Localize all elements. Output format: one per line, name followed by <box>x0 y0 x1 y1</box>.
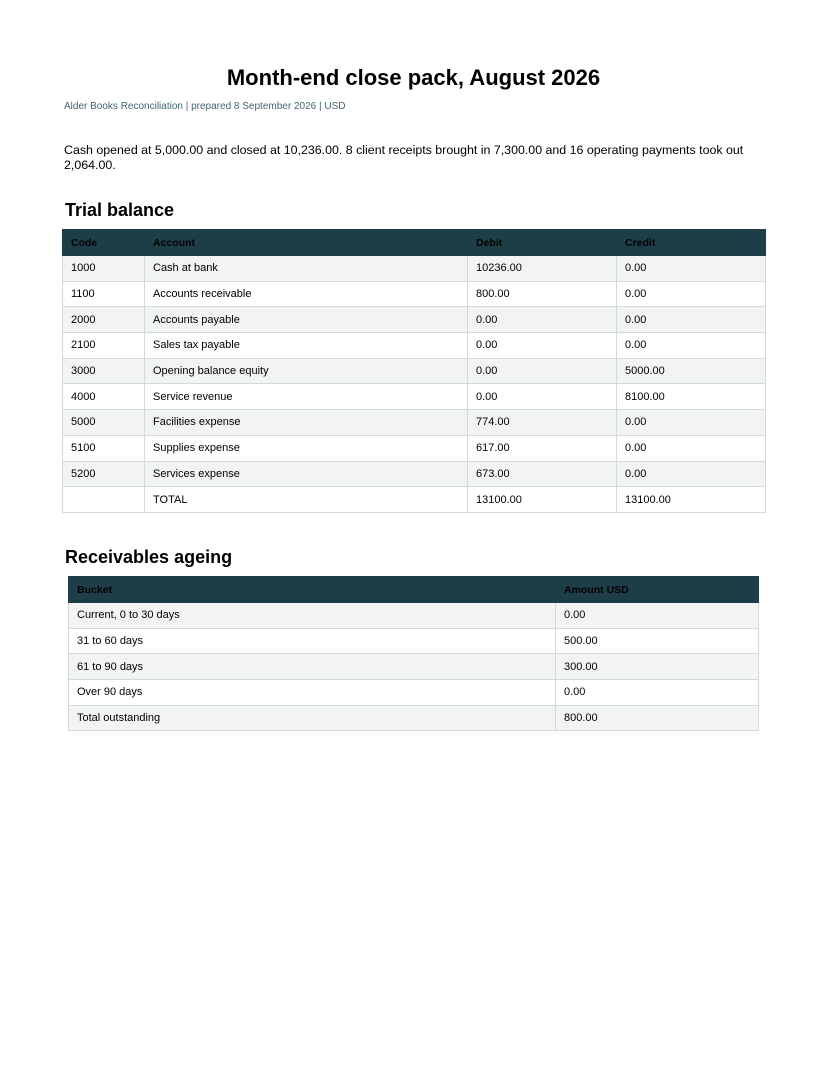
total-row <box>63 487 766 513</box>
cell-code: 1100 <box>63 281 145 307</box>
table-row <box>69 603 759 629</box>
cell-debit: 0.00 <box>468 358 617 384</box>
cell-credit: 5000.00 <box>617 358 766 384</box>
column-header-code: Code <box>63 230 145 256</box>
cell-code: 5200 <box>63 461 145 487</box>
cell-debit: 673.00 <box>468 461 617 487</box>
cell-account: Service revenue <box>145 384 468 410</box>
cell-account: Sales tax payable <box>145 333 468 359</box>
cell-account: Supplies expense <box>145 435 468 461</box>
column-header-credit: Credit <box>617 230 766 256</box>
page-title: Month-end close pack, August 2026 <box>226 65 601 90</box>
cell-account: TOTAL <box>145 487 468 513</box>
table-row <box>63 384 766 410</box>
cell-debit: 774.00 <box>468 410 617 436</box>
cell-account: Accounts payable <box>145 307 468 333</box>
table-row <box>63 358 766 384</box>
cell-debit: 0.00 <box>468 307 617 333</box>
column-header-amount: Amount USD <box>556 577 759 603</box>
table-header-row <box>69 577 759 603</box>
cell-code: 2100 <box>63 333 145 359</box>
cell-bucket: Total outstanding <box>69 705 556 731</box>
receivables-ageing-heading: Receivables ageing <box>65 547 233 567</box>
cell-amount: 0.00 <box>556 680 759 706</box>
trial-balance-heading: Trial balance <box>65 200 175 220</box>
receivables-ageing-table <box>68 576 759 731</box>
cell-debit: 13100.00 <box>468 487 617 513</box>
cell-bucket: 31 to 60 days <box>69 628 556 654</box>
cell-account: Opening balance equity <box>145 358 468 384</box>
cell-code: 5000 <box>63 410 145 436</box>
table-row <box>63 435 766 461</box>
cell-code: 2000 <box>63 307 145 333</box>
cell-credit: 0.00 <box>617 256 766 282</box>
cell-amount: 500.00 <box>556 628 759 654</box>
table-row <box>69 654 759 680</box>
cell-credit: 8100.00 <box>617 384 766 410</box>
cell-code <box>63 487 145 513</box>
table-header-row <box>63 230 766 256</box>
cell-credit: 0.00 <box>617 410 766 436</box>
page-subtitle: Alder Books Reconciliation | prepared 8 September 2026 | USD <box>64 101 346 112</box>
table-row <box>63 410 766 436</box>
cell-account: Facilities expense <box>145 410 468 436</box>
table-row <box>63 461 766 487</box>
cell-debit: 800.00 <box>468 281 617 307</box>
cell-bucket: 61 to 90 days <box>69 654 556 680</box>
cell-amount: 0.00 <box>556 603 759 629</box>
cell-debit: 617.00 <box>468 435 617 461</box>
cell-code: 1000 <box>63 256 145 282</box>
cell-bucket: Current, 0 to 30 days <box>69 603 556 629</box>
cell-credit: 0.00 <box>617 333 766 359</box>
table-row <box>69 680 759 706</box>
summary-paragraph: Cash opened at 5,000.00 and closed at 10,236.00. 8 client receipts brought in 7,300.00 and 16 operating payments took out 2,064.00. <box>64 143 744 172</box>
cell-credit: 0.00 <box>617 461 766 487</box>
column-header-account: Account <box>145 230 468 256</box>
cell-amount: 300.00 <box>556 654 759 680</box>
table-row <box>63 256 766 282</box>
cell-code: 5100 <box>63 435 145 461</box>
trial-balance-table <box>62 229 766 513</box>
cell-credit: 0.00 <box>617 435 766 461</box>
cell-credit: 0.00 <box>617 281 766 307</box>
cell-account: Services expense <box>145 461 468 487</box>
cell-account: Cash at bank <box>145 256 468 282</box>
column-header-debit: Debit <box>468 230 617 256</box>
total-row <box>69 705 759 731</box>
cell-debit: 0.00 <box>468 333 617 359</box>
table-row <box>63 281 766 307</box>
cell-code: 4000 <box>63 384 145 410</box>
cell-debit: 0.00 <box>468 384 617 410</box>
cell-code: 3000 <box>63 358 145 384</box>
table-row <box>63 307 766 333</box>
cell-debit: 10236.00 <box>468 256 617 282</box>
cell-credit: 13100.00 <box>617 487 766 513</box>
cell-credit: 0.00 <box>617 307 766 333</box>
column-header-bucket: Bucket <box>69 577 556 603</box>
cell-account: Accounts receivable <box>145 281 468 307</box>
table-row <box>69 628 759 654</box>
table-row <box>63 333 766 359</box>
cell-bucket: Over 90 days <box>69 680 556 706</box>
cell-amount: 800.00 <box>556 705 759 731</box>
